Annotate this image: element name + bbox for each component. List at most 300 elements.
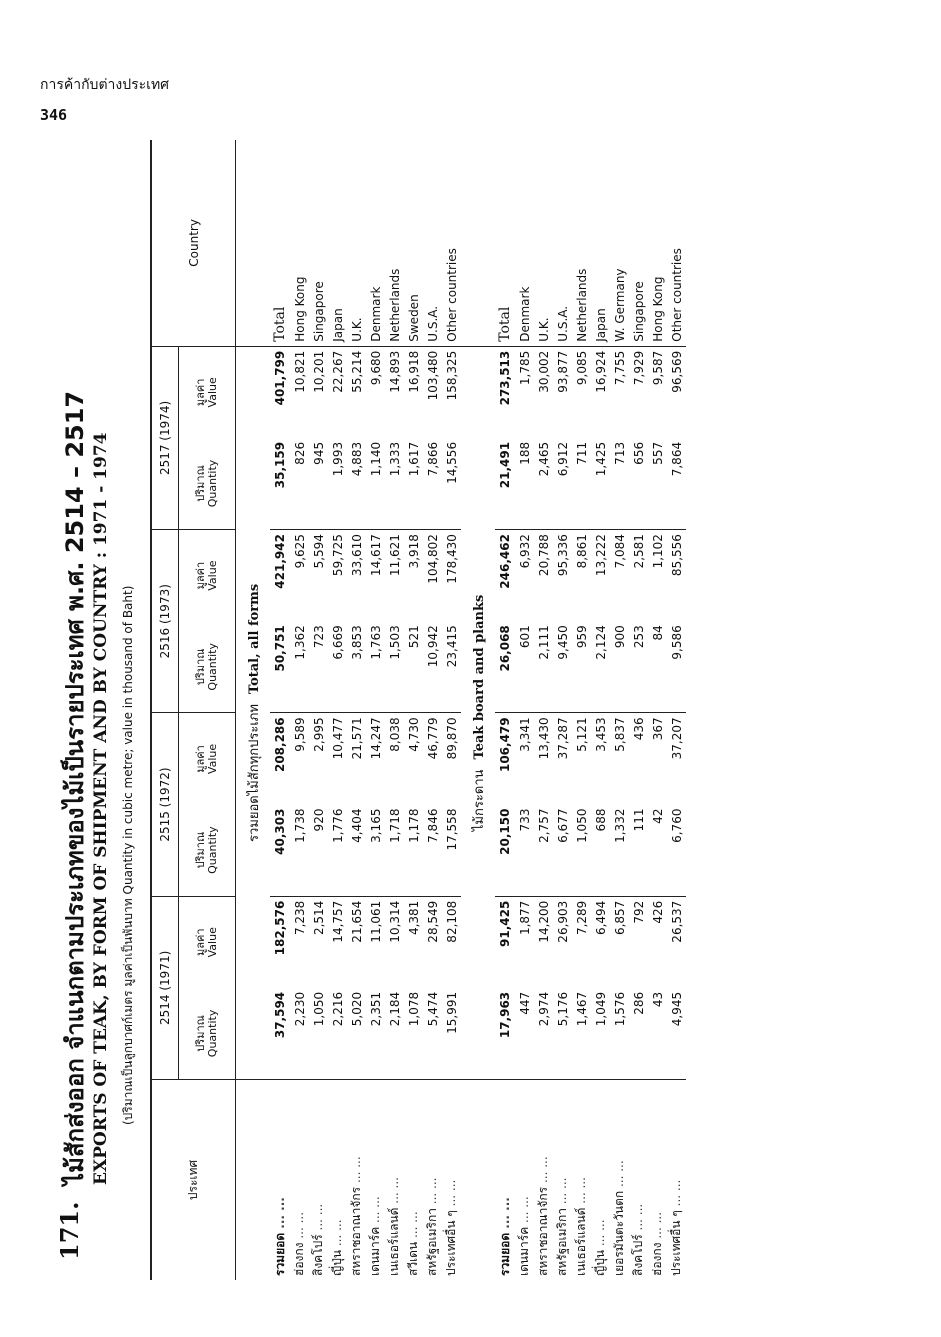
value-cell: 7,755 [610, 346, 629, 438]
quantity-cell: 2,216 [330, 991, 345, 1027]
header-year-1973: 2516 (1973) [151, 530, 179, 713]
teak-exports-table [150, 140, 686, 1280]
value-cell: 1,785 [515, 346, 534, 438]
quantity-cell: 826 [292, 441, 307, 465]
leader-dots: ... ... [272, 1197, 287, 1233]
quantity-cell: 601 [517, 625, 532, 649]
value-cell: 401,799 [270, 346, 290, 438]
header-value-thai: มูลค่า [194, 561, 207, 590]
quantity-cell: 10,942 [425, 625, 440, 668]
value-cell: 14,893 [385, 346, 404, 438]
leader-dots: ... ... [349, 1156, 363, 1187]
quantity-cell: 188 [517, 441, 532, 465]
country-thai-label: รวมยอด [497, 1232, 512, 1276]
value-cell: 11,061 [366, 896, 385, 988]
table-total-row [270, 140, 290, 1280]
value-cell: 55,214 [347, 346, 366, 438]
table-row [442, 140, 461, 1280]
country-english-cell: Total [272, 306, 288, 342]
quantity-cell: 2,974 [536, 991, 551, 1027]
table-row [328, 140, 347, 1280]
quantity-cell: 4,883 [349, 441, 364, 477]
quantity-cell: 1,050 [311, 991, 326, 1027]
quantity-cell: 5,176 [555, 991, 570, 1027]
country-thai-cell [610, 1080, 629, 1281]
quantity-cell: 1,738 [292, 808, 307, 843]
value-cell: 8,861 [572, 530, 591, 622]
value-cell: 10,314 [385, 896, 404, 988]
header-quantity-english: Quantity [206, 1009, 219, 1058]
value-cell: 16,924 [591, 346, 610, 438]
country-english-cell: Hong Kong [292, 276, 307, 342]
country-thai-label: สหราชอาณาจักร [536, 1186, 550, 1276]
quantity-cell: 6,912 [555, 441, 570, 477]
country-thai-cell [270, 1080, 290, 1281]
value-cell: 14,617 [366, 530, 385, 622]
value-cell: 1,102 [648, 530, 667, 622]
section-label-thai: รวมยอดไม้สักทุกประเภท [246, 704, 262, 842]
country-thai-cell [366, 1080, 385, 1281]
country-thai-cell [515, 1080, 534, 1281]
value-cell: 426 [648, 896, 667, 988]
country-thai-label: ฮ่องกง [650, 1242, 664, 1276]
country-thai-label: สิงคโปร์ [311, 1234, 325, 1276]
country-thai-cell [591, 1080, 610, 1281]
quantity-cell: 4,404 [349, 808, 364, 843]
quantity-cell: 14,556 [444, 441, 459, 484]
table-title-block [55, 140, 155, 1280]
country-thai-cell [648, 1080, 667, 1281]
leader-dots: ... ... [497, 1197, 512, 1233]
value-cell: 4,730 [404, 713, 423, 805]
header-value [179, 530, 236, 622]
leader-dots: ... ... [555, 1177, 569, 1209]
quantity-cell: 2,757 [536, 808, 551, 843]
value-cell: 246,462 [495, 530, 515, 622]
country-english-cell: Denmark [368, 286, 383, 342]
section-label-english: Total, all forms [246, 583, 262, 695]
country-english-cell: Sweden [406, 294, 421, 342]
country-thai-cell [495, 1080, 515, 1281]
table-title-english: EXPORTS OF TEAK, BY FORM OF SHIPMENT AND BY COUNTRY : 1971 - 1974 [91, 432, 111, 1185]
table-row [610, 140, 629, 1280]
country-thai-label: ประเทศอื่น ๆ [669, 1210, 683, 1276]
quantity-cell: 23,415 [444, 625, 459, 668]
value-cell: 158,325 [442, 346, 461, 438]
quantity-cell: 35,159 [273, 441, 287, 489]
country-thai-cell [572, 1080, 591, 1281]
country-english-cell: U.S.A. [555, 305, 570, 342]
country-thai-label: สวีเดน [406, 1241, 420, 1276]
country-thai-label: สิงคโปร์ [631, 1234, 645, 1276]
quantity-cell: 1,362 [292, 625, 307, 660]
quantity-cell: 723 [311, 625, 326, 649]
quantity-cell: 920 [311, 808, 326, 832]
value-cell: 3,453 [591, 713, 610, 805]
value-cell: 16,918 [404, 346, 423, 438]
value-cell: 2,995 [309, 713, 328, 805]
value-cell: 13,222 [591, 530, 610, 622]
header-quantity [179, 438, 236, 530]
header-quantity-english: Quantity [206, 826, 219, 874]
quantity-cell: 17,963 [498, 991, 512, 1039]
header-year-1972: 2515 (1972) [151, 713, 179, 896]
quantity-cell: 688 [593, 808, 608, 832]
quantity-cell: 43 [650, 991, 665, 1008]
quantity-cell: 7,846 [425, 808, 440, 843]
country-thai-label: ญี่ปุ่น [593, 1249, 607, 1276]
header-year-1974: 2517 (1974) [151, 346, 179, 529]
leader-dots: ... ... [330, 1219, 344, 1250]
quantity-cell: 900 [612, 625, 627, 649]
leader-dots: ... ... [387, 1177, 401, 1208]
country-thai-label: ประเทศอื่น ๆ [444, 1210, 458, 1276]
quantity-cell: 6,677 [555, 808, 570, 843]
value-cell: 82,108 [442, 896, 461, 988]
value-cell: 11,621 [385, 530, 404, 622]
quantity-cell: 1,425 [593, 441, 608, 477]
country-thai-label: เยอรมันตะวันตก [612, 1190, 626, 1276]
value-cell: 7,238 [290, 896, 309, 988]
value-cell: 6,494 [591, 896, 610, 988]
country-english-cell: Singapore [631, 281, 646, 342]
country-thai-cell [442, 1080, 461, 1281]
header-value [179, 896, 236, 988]
table-row [629, 140, 648, 1280]
leader-dots: ... ... [593, 1219, 607, 1250]
quantity-cell: 711 [574, 441, 589, 465]
header-value [179, 713, 236, 805]
header-value-english: Value [206, 927, 219, 958]
value-cell: 10,477 [328, 713, 347, 805]
value-cell: 89,870 [442, 713, 461, 805]
leader-dots: ... ... [669, 1179, 683, 1211]
country-thai-label: สหราชอาณาจักร [349, 1186, 363, 1276]
leader-dots: ... ... [536, 1156, 550, 1187]
value-cell: 14,200 [534, 896, 553, 988]
quantity-cell: 1,078 [406, 991, 421, 1027]
quantity-cell: 1,576 [612, 991, 627, 1027]
value-cell: 14,247 [366, 713, 385, 805]
value-cell: 273,513 [495, 346, 515, 438]
table-row [667, 140, 686, 1280]
header-quantity [179, 988, 236, 1080]
value-cell: 6,857 [610, 896, 629, 988]
table-row [648, 140, 667, 1280]
value-cell: 37,287 [553, 713, 572, 805]
value-cell: 7,289 [572, 896, 591, 988]
value-cell: 30,002 [534, 346, 553, 438]
quantity-cell: 6,669 [330, 625, 345, 660]
quantity-cell: 521 [406, 625, 421, 649]
value-cell: 10,821 [290, 346, 309, 438]
value-cell: 436 [629, 713, 648, 805]
value-cell: 7,084 [610, 530, 629, 622]
quantity-cell: 84 [650, 625, 665, 641]
value-cell: 14,757 [328, 896, 347, 988]
quantity-cell: 7,864 [669, 441, 684, 477]
leader-dots: ... ... [444, 1179, 458, 1211]
value-cell: 182,576 [270, 896, 290, 988]
quantity-cell: 1,776 [330, 808, 345, 843]
table-total-row [495, 140, 515, 1280]
country-thai-label: ฮ่องกง [292, 1242, 306, 1276]
quantity-cell: 9,586 [669, 625, 684, 660]
value-cell: 95,336 [553, 530, 572, 622]
value-cell: 5,837 [610, 713, 629, 805]
value-cell: 21,654 [347, 896, 366, 988]
value-cell: 37,207 [667, 713, 686, 805]
table-row [347, 140, 366, 1280]
value-cell: 8,038 [385, 713, 404, 805]
value-cell: 9,680 [366, 346, 385, 438]
header-quantity [179, 805, 236, 897]
quantity-cell: 7,866 [425, 441, 440, 477]
header-quantity [179, 621, 236, 713]
country-thai-cell [534, 1080, 553, 1281]
header-value-thai: มูลค่า [194, 745, 207, 773]
country-english-cell: U.K. [349, 317, 364, 342]
table-row [404, 140, 423, 1280]
quantity-cell: 1,467 [574, 991, 589, 1027]
quantity-cell: 40,303 [273, 808, 287, 855]
table-row [553, 140, 572, 1280]
table-row [366, 140, 385, 1280]
running-head: การค้ากับต่างประเทศ [40, 77, 170, 93]
header-value-thai: มูลค่า [194, 378, 207, 407]
header-quantity-thai: ปริมาณ [194, 1015, 207, 1052]
quantity-cell: 1,050 [574, 808, 589, 843]
country-english-cell: W. Germany [612, 268, 627, 342]
country-thai-label: ญี่ปุ่น [330, 1249, 344, 1276]
country-thai-label: สหรัฐอเมริกา [555, 1208, 569, 1276]
leader-dots: ... ... [574, 1177, 588, 1208]
value-cell: 2,514 [309, 896, 328, 988]
country-english-cell: Other countries [669, 248, 684, 342]
quantity-cell: 50,751 [273, 625, 287, 672]
value-cell: 20,788 [534, 530, 553, 622]
value-cell: 22,267 [328, 346, 347, 438]
country-thai-cell [309, 1080, 328, 1281]
leader-dots: ... ... [650, 1211, 664, 1243]
quantity-cell: 1,993 [330, 441, 345, 477]
value-cell: 5,121 [572, 713, 591, 805]
value-cell: 2,581 [629, 530, 648, 622]
page-number: 346 [40, 106, 68, 124]
header-quantity-thai: ปริมาณ [194, 465, 207, 502]
quantity-cell: 447 [517, 991, 532, 1015]
leader-dots: ... ... [406, 1211, 420, 1242]
value-cell: 96,569 [667, 346, 686, 438]
leader-dots: ... ... [517, 1196, 531, 1227]
value-cell: 9,085 [572, 346, 591, 438]
quantity-cell: 2,230 [292, 991, 307, 1027]
header-year-1971: 2514 (1971) [151, 896, 179, 1079]
country-thai-label: เนเธอร์แลนด์ [574, 1207, 588, 1276]
header-value-english: Value [206, 377, 219, 408]
quantity-cell: 4,945 [669, 991, 684, 1027]
leader-dots: ... ... [631, 1203, 645, 1235]
quantity-cell: 286 [631, 991, 646, 1015]
quantity-cell: 15,991 [444, 991, 459, 1034]
value-cell: 33,610 [347, 530, 366, 622]
table-number: 171. [55, 1201, 84, 1260]
table-row [534, 140, 553, 1280]
value-cell: 9,625 [290, 530, 309, 622]
country-english-cell: Hong Kong [650, 276, 665, 342]
quantity-cell: 713 [612, 441, 627, 465]
country-thai-cell [553, 1080, 572, 1281]
table-title-thai: ไม้สักส่งออก จำแนกตามประเภทของไม้เป็นรายประเทศ พ.ศ. 2514 – 2517 [61, 390, 89, 1185]
value-cell: 91,425 [495, 896, 515, 988]
value-cell: 1,877 [515, 896, 534, 988]
header-value-thai: มูลค่า [194, 928, 207, 957]
quantity-cell: 1,617 [406, 441, 421, 477]
quantity-cell: 656 [631, 441, 646, 465]
country-thai-cell [347, 1080, 366, 1281]
value-cell: 26,903 [553, 896, 572, 988]
value-cell: 104,802 [423, 530, 442, 622]
country-thai-cell [385, 1080, 404, 1281]
quantity-cell: 1,333 [387, 441, 402, 477]
quantity-cell: 6,760 [669, 808, 684, 843]
header-quantity-english: Quantity [206, 459, 219, 508]
quantity-cell: 1,178 [406, 808, 421, 843]
quantity-cell: 733 [517, 808, 532, 832]
quantity-cell: 5,474 [425, 991, 440, 1027]
quantity-cell: 2,124 [593, 625, 608, 660]
section-header-row [461, 140, 495, 1280]
quantity-cell: 3,165 [368, 808, 383, 843]
country-english-cell: U.S.A. [425, 305, 440, 342]
value-cell: 26,537 [667, 896, 686, 988]
table-row [572, 140, 591, 1280]
value-cell: 421,942 [270, 530, 290, 622]
value-cell: 93,877 [553, 346, 572, 438]
quantity-cell: 1,503 [387, 625, 402, 660]
country-english-cell: Other countries [444, 248, 459, 342]
value-cell: 59,725 [328, 530, 347, 622]
table-row [309, 140, 328, 1280]
quantity-cell: 37,594 [273, 991, 287, 1039]
quantity-cell: 9,450 [555, 625, 570, 660]
leader-dots: ... ... [368, 1196, 382, 1227]
value-cell: 106,479 [495, 713, 515, 805]
value-cell: 6,932 [515, 530, 534, 622]
value-cell: 9,589 [290, 713, 309, 805]
quantity-cell: 20,150 [498, 808, 512, 855]
quantity-cell: 17,558 [444, 808, 459, 851]
country-thai-cell [629, 1080, 648, 1281]
quantity-cell: 945 [311, 441, 326, 465]
quantity-cell: 557 [650, 441, 665, 465]
value-cell: 178,430 [442, 530, 461, 622]
value-cell: 367 [648, 713, 667, 805]
table-row [385, 140, 404, 1280]
country-english-cell: Japan [330, 308, 345, 342]
value-cell: 46,779 [423, 713, 442, 805]
country-thai-cell [328, 1080, 347, 1281]
header-quantity-thai: ปริมาณ [194, 831, 207, 869]
table-row [423, 140, 442, 1280]
country-english-cell: Netherlands [574, 268, 589, 342]
value-cell: 792 [629, 896, 648, 988]
value-cell: 3,918 [404, 530, 423, 622]
quantity-cell: 1,763 [368, 625, 383, 660]
quantity-cell: 5,020 [349, 991, 364, 1027]
quantity-cell: 253 [631, 625, 646, 649]
value-cell: 103,480 [423, 346, 442, 438]
section-label-thai: ไม้กระดาน [471, 769, 487, 832]
value-cell: 28,549 [423, 896, 442, 988]
quantity-cell: 26,068 [498, 625, 512, 672]
leader-dots: ... ... [292, 1211, 306, 1243]
rotated-table-page [55, 140, 835, 1280]
leader-dots: ... ... [425, 1177, 439, 1209]
quantity-cell: 1,332 [612, 808, 627, 843]
value-cell: 5,594 [309, 530, 328, 622]
section-label-english: Teak board and planks [471, 594, 487, 760]
table-row [591, 140, 610, 1280]
header-quantity-english: Quantity [206, 643, 219, 691]
quantity-cell: 21,491 [498, 441, 512, 489]
country-thai-cell [290, 1080, 309, 1281]
value-cell: 10,201 [309, 346, 328, 438]
header-value [179, 346, 236, 438]
country-english-cell: U.K. [536, 317, 551, 342]
country-english-cell: Denmark [517, 286, 532, 342]
country-thai-cell [404, 1080, 423, 1281]
leader-dots: ... ... [311, 1203, 325, 1235]
country-thai-label: สหรัฐอเมริกา [425, 1208, 439, 1276]
country-thai-cell [423, 1080, 442, 1281]
header-quantity-thai: ปริมาณ [194, 648, 207, 686]
header-country-english: Country [151, 140, 236, 346]
country-thai-label: เนเธอร์แลนด์ [387, 1207, 401, 1276]
quantity-cell: 3,853 [349, 625, 364, 660]
value-cell: 7,929 [629, 346, 648, 438]
quantity-cell: 1,140 [368, 441, 383, 477]
unit-note: (ปริมาณเป็นลูกบาศก์เมตร มูลค่าเป็นพันบาท Quantity in cubic metre; value in thousand of Baht) [121, 585, 135, 1125]
quantity-cell: 959 [574, 625, 589, 649]
country-english-cell: Japan [593, 308, 608, 342]
quantity-cell: 1,718 [387, 808, 402, 843]
table-row [290, 140, 309, 1280]
country-english-cell: Total [497, 306, 513, 342]
table-row [515, 140, 534, 1280]
quantity-cell: 1,049 [593, 991, 608, 1027]
country-thai-cell [667, 1080, 686, 1281]
value-cell: 13,430 [534, 713, 553, 805]
country-thai-label: เดนมาร์ค [517, 1226, 531, 1276]
quantity-cell: 2,111 [536, 625, 551, 660]
value-cell: 85,556 [667, 530, 686, 622]
quantity-cell: 111 [631, 808, 646, 832]
value-cell: 9,587 [648, 346, 667, 438]
value-cell: 21,571 [347, 713, 366, 805]
header-country-thai: ประเทศ [151, 1080, 236, 1281]
quantity-cell: 42 [650, 808, 665, 824]
value-cell: 208,286 [270, 713, 290, 805]
country-english-cell: Netherlands [387, 268, 402, 342]
leader-dots: ... ... [612, 1160, 626, 1191]
quantity-cell: 2,465 [536, 441, 551, 477]
value-cell: 3,341 [515, 713, 534, 805]
section-header-row [236, 140, 271, 1280]
country-thai-label: รวมยอด [272, 1232, 287, 1276]
value-cell: 4,381 [404, 896, 423, 988]
country-english-cell: Singapore [311, 281, 326, 342]
